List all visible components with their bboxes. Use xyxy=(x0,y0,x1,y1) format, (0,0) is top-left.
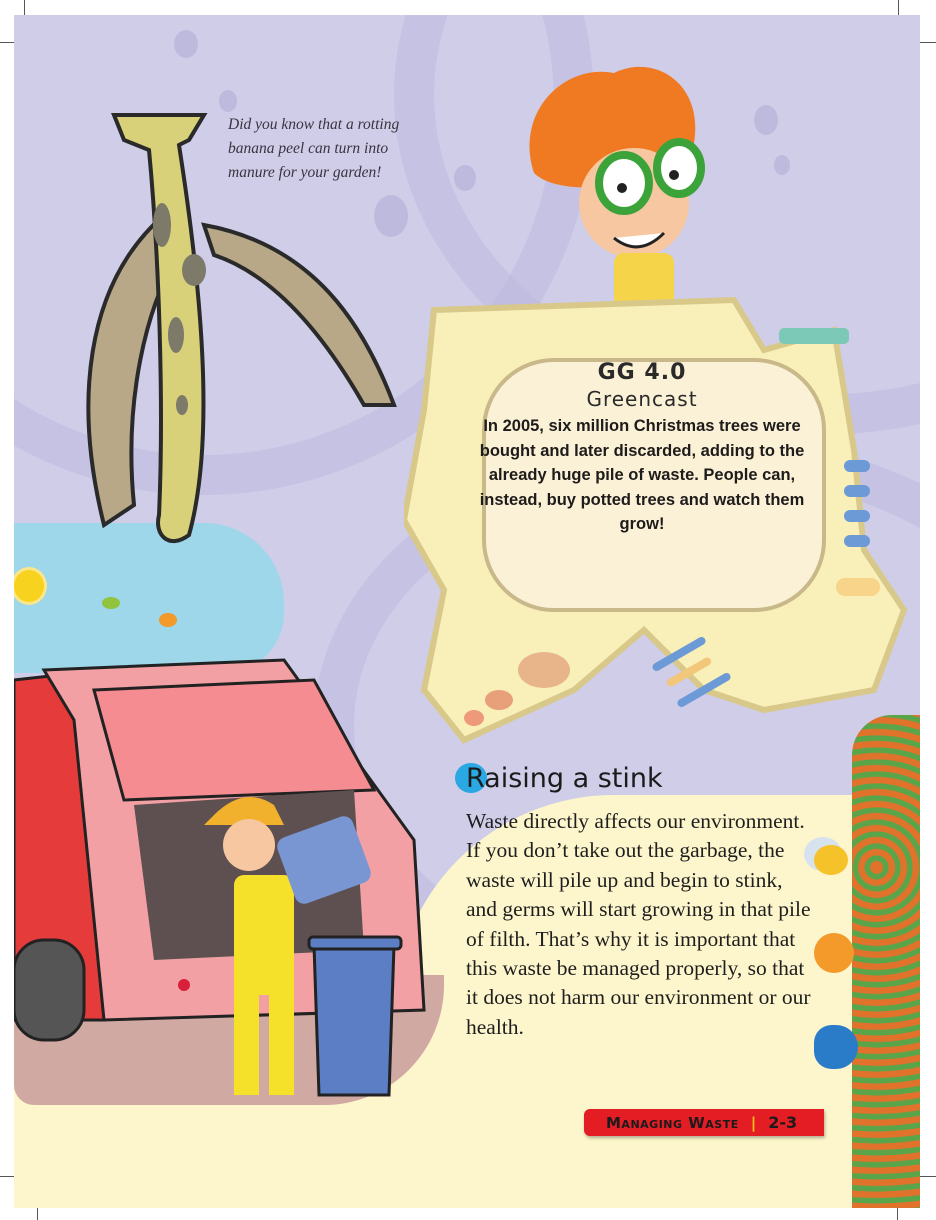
bee-icon xyxy=(814,845,848,875)
fact-note: Did you know that a rotting banana peel can turn into manure for your garden! xyxy=(228,116,400,181)
butterfly-icon xyxy=(814,1025,858,1069)
background-dot xyxy=(774,155,790,175)
footer-section-name: Managing Waste xyxy=(606,1113,739,1132)
book-page xyxy=(14,15,920,1208)
section-heading: Raising a stink xyxy=(466,763,663,794)
greencast-body: In 2005, six million Christmas trees were bought and later discarded, adding to the already huge pile of waste. People can, instead, buy potted trees and watch them grow! xyxy=(479,417,805,533)
sun-icon xyxy=(14,570,44,602)
background-dot xyxy=(754,105,778,135)
background-dot xyxy=(454,165,476,191)
worker-with-bin-illustration xyxy=(194,785,424,1115)
page-footer-tab xyxy=(584,1109,824,1136)
bird-icon xyxy=(814,933,854,973)
background-dot xyxy=(174,30,198,58)
footer-separator: | xyxy=(750,1113,757,1132)
section-body: Waste directly affects our environment. If you don’t take out the garbage, the waste will pile up and begin to stink, and germs will start growing in that pile of filth. That’s why it is important that this waste be managed properly, so that it does not harm our environment or our health. xyxy=(466,809,811,1039)
bird-icon xyxy=(159,613,177,627)
greencast-title: GG 4.0 xyxy=(597,360,687,385)
greencast-panel xyxy=(476,360,808,537)
page-number: 2-3 xyxy=(768,1113,798,1132)
decorative-tree-strip xyxy=(852,715,920,1208)
boy-illustration xyxy=(504,53,754,313)
greencast-subtitle: Greencast xyxy=(586,387,698,411)
bird-icon xyxy=(102,597,120,609)
